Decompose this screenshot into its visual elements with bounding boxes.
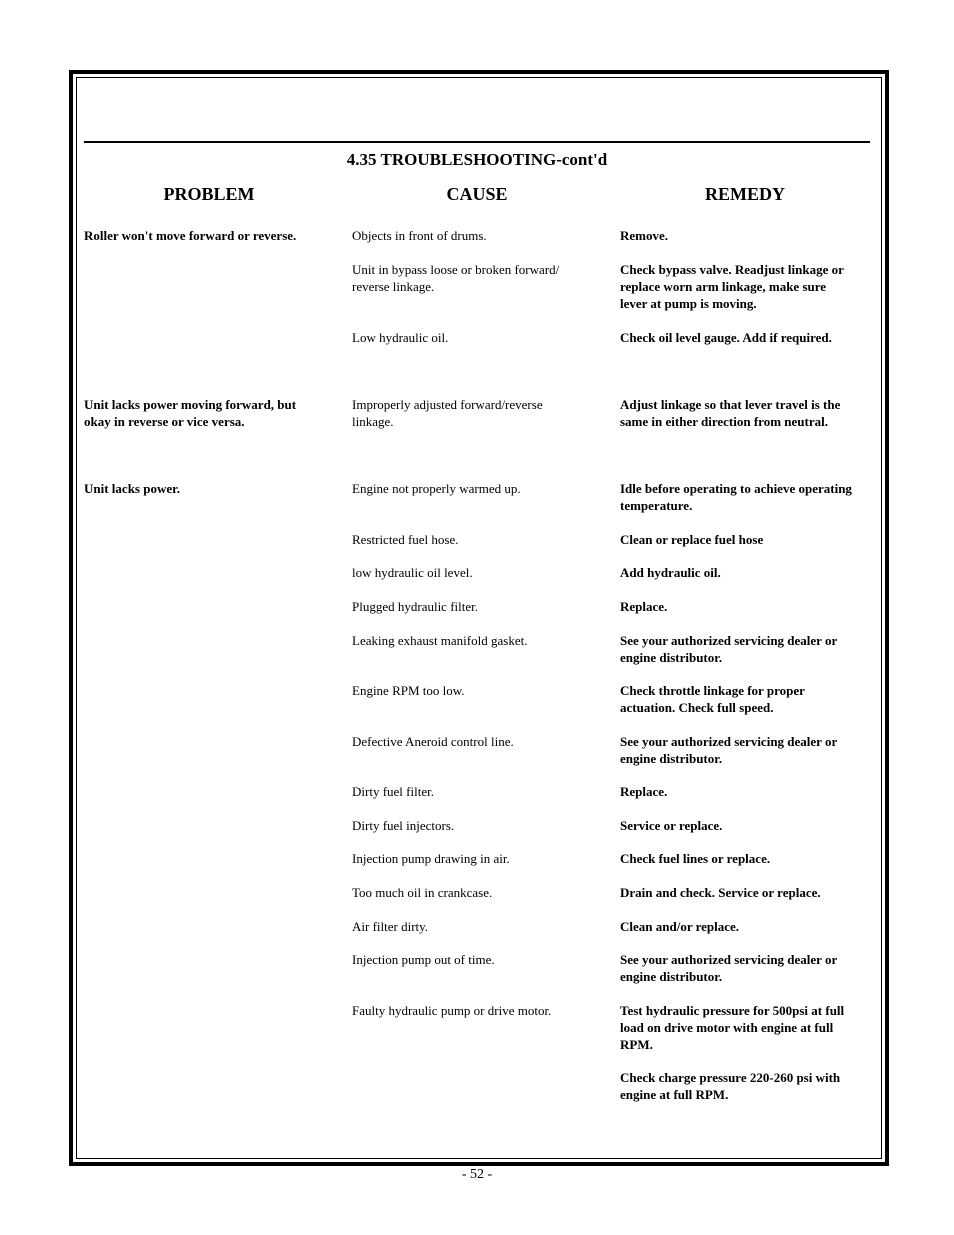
cause-cell: Defective Aneroid control line. [352, 734, 514, 749]
remedy-cell: Check charge pressure 220-260 psi with engine at full RPM. [620, 1070, 841, 1102]
cause-cell: Air filter dirty. [352, 919, 429, 934]
cause-cell: Faulty hydraulic pump or drive motor. [352, 1003, 552, 1018]
remedy-cell: See your authorized servicing dealer or engine distributor. [620, 633, 838, 665]
remedy-cell: Check bypass valve. Readjust linkage or replace worn arm linkage, make sure lever at pump is moving. [620, 262, 844, 311]
cause-cell: Engine not properly warmed up. [352, 481, 521, 496]
cause-cell: Dirty fuel filter. [352, 784, 434, 799]
remedy-cell: Replace. [620, 784, 668, 799]
cause-column-header: CAUSE [446, 184, 508, 204]
cause-cell: low hydraulic oil level. [352, 565, 473, 580]
remedy-cell: See your authorized servicing dealer or engine distributor. [620, 952, 838, 984]
remedy-cell: Idle before operating to achieve operating temperature. [620, 481, 852, 513]
cause-cell: Restricted fuel hose. [352, 532, 459, 547]
remedy-cell: Check throttle linkage for proper actuation. Check full speed. [620, 683, 805, 715]
remedy-cell: Remove. [620, 228, 669, 243]
cause-cell: Plugged hydraulic filter. [352, 599, 479, 614]
problem-cell: Unit lacks power. [84, 481, 180, 496]
cause-cell: Injection pump drawing in air. [352, 851, 510, 866]
section-title: 4.35 TROUBLESHOOTING-cont'd [346, 150, 608, 169]
remedy-cell: Clean and/or replace. [620, 919, 740, 934]
remedy-cell: Service or replace. [620, 818, 723, 833]
remedy-cell: Add hydraulic oil. [620, 565, 721, 580]
remedy-cell: Check oil level gauge. Add if required. [620, 330, 832, 345]
remedy-cell: Test hydraulic pressure for 500psi at full load on drive motor with engine at full RPM. [620, 1003, 845, 1052]
remedy-column-header: REMEDY [705, 184, 785, 204]
cause-cell: Dirty fuel injectors. [352, 818, 455, 833]
problem-cell: Roller won't move forward or reverse. [84, 228, 297, 243]
cause-cell: Low hydraulic oil. [352, 330, 449, 345]
problem-cell: Unit lacks power moving forward, but okay in reverse or vice versa. [84, 397, 297, 429]
cause-cell: Improperly adjusted forward/reverse linkage. [352, 397, 543, 429]
remedy-cell: Replace. [620, 599, 668, 614]
cause-cell: Too much oil in crankcase. [352, 885, 493, 900]
remedy-cell: Drain and check. Service or replace. [620, 885, 821, 900]
remedy-cell: Adjust linkage so that lever travel is the same in either direction from neutral. [620, 397, 841, 429]
header-rule [84, 141, 870, 143]
remedy-cell: Clean or replace fuel hose [620, 532, 764, 547]
cause-cell: Engine RPM too low. [352, 683, 465, 698]
cause-cell: Objects in front of drums. [352, 228, 487, 243]
cause-cell: Leaking exhaust manifold gasket. [352, 633, 528, 648]
cause-cell: Unit in bypass loose or broken forward/ reverse linkage. [352, 262, 560, 294]
cause-cell: Injection pump out of time. [352, 952, 495, 967]
page-number: - 52 - [461, 1167, 493, 1182]
remedy-cell: See your authorized servicing dealer or engine distributor. [620, 734, 838, 766]
problem-column-header: PROBLEM [163, 184, 255, 204]
remedy-cell: Check fuel lines or replace. [620, 851, 771, 866]
